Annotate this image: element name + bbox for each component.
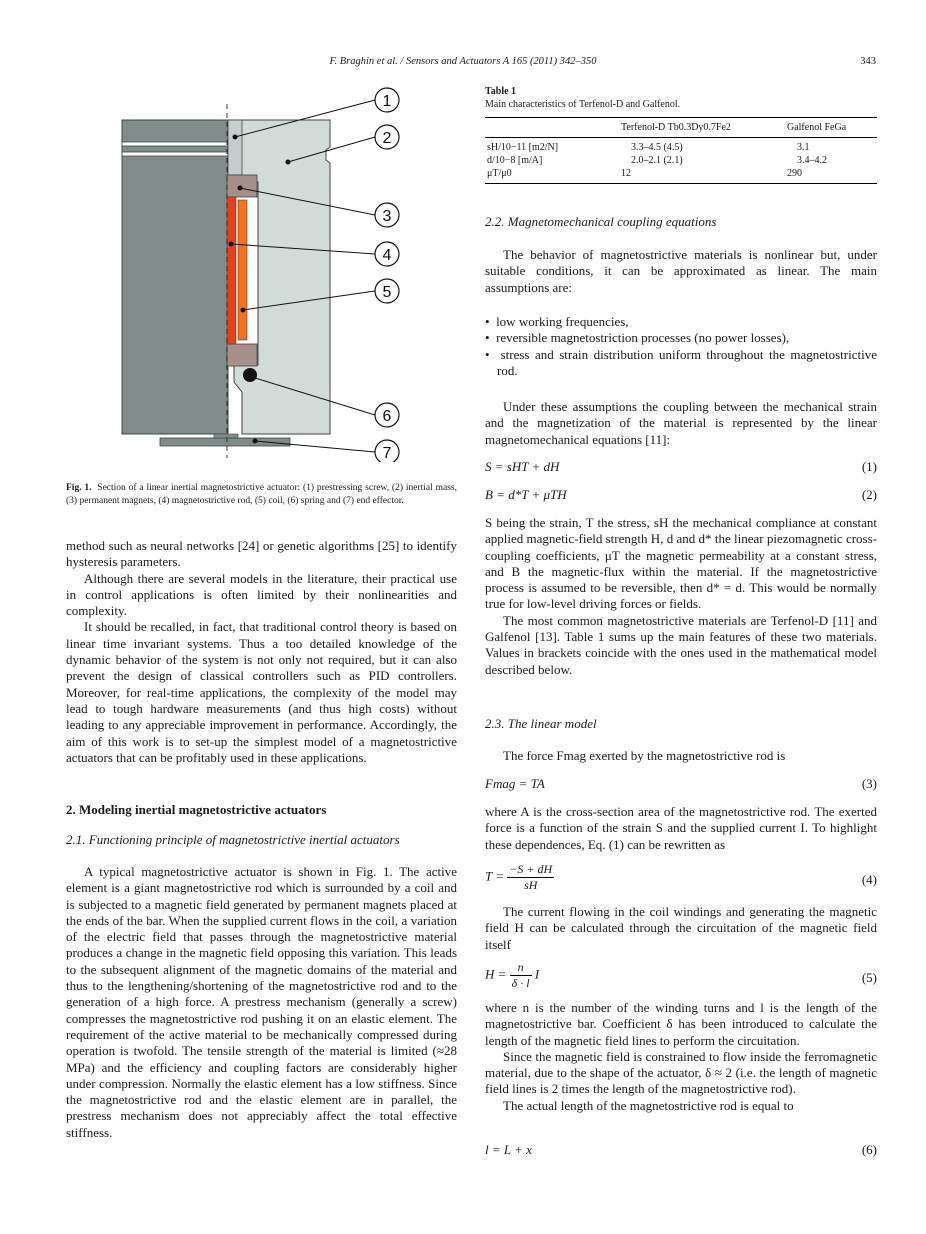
right-column-text — [485, 515, 877, 678]
equation: l = L + x — [485, 1142, 532, 1157]
housing-body — [122, 120, 228, 434]
section-heading: 2. Modeling inertial magnetostrictive actuators — [66, 802, 327, 817]
fraction — [507, 862, 554, 893]
table-caption — [485, 85, 877, 111]
list-item: • stress and strain distribution uniform throughout the magnetostrictive rod. — [485, 346, 877, 378]
table-cell: 3.3–4.5 (4.5) — [631, 142, 683, 153]
table-cell: 3.1 — [796, 142, 810, 153]
table-cell: sH/10−11 [m2/N] — [487, 142, 559, 153]
paragraph: where A is the cross-section area of the magnetostrictive rod. The exerted force is a function of the strain S and the supplied current I. To highlight these dependences, Eq. (1) can be rewritten as — [485, 804, 877, 852]
table-header: Galfenol FeGa — [785, 118, 877, 138]
equation-5 — [485, 960, 877, 991]
callout-7: 7 — [382, 445, 392, 462]
equation-lhs: H = — [485, 966, 507, 982]
callout-5: 5 — [382, 284, 392, 301]
journal-reference: F. Braghin et al. / Sensors and Actuators A 165 (2011) 342–350 — [329, 56, 597, 67]
equation-rhs: I — [534, 966, 540, 982]
equation-3 — [485, 776, 877, 792]
table-cell: d/10−8 [m/A] — [487, 155, 543, 166]
equation-2 — [485, 487, 877, 503]
left-column-text-2 — [66, 864, 457, 1141]
list-item: • low working frequencies, — [485, 314, 629, 329]
callout-1: 1 — [382, 93, 392, 110]
subsection-heading: 2.2. Magnetomechanical coupling equations — [485, 214, 717, 229]
paragraph: Since the magnetic field is constrained to flow inside the ferromagnetic material, due to the shape of the actuator, δ ≈ 2 (i.e. the length of magnetic field lines is 2 times the length of the magnetostrictive rod). — [485, 1048, 877, 1097]
table-label: Table 1 — [485, 86, 517, 97]
table-cell: μT/μ0 — [485, 167, 619, 184]
table-cell: 3.4–4.2 — [796, 155, 827, 166]
table-header — [485, 118, 619, 138]
table-title: Main characteristics of Terfenol-D and Galfenol. — [485, 99, 681, 110]
subsection-heading: 2.3. The linear model — [485, 716, 597, 731]
permanent-magnet-bottom — [227, 344, 257, 366]
assumption-list — [485, 314, 877, 379]
equation-lhs: T = — [485, 868, 505, 884]
table-header: Terfenol-D Tb0.3Dy0.7Fe2 — [619, 118, 785, 138]
fraction — [510, 960, 532, 991]
equation-number: (6) — [861, 1142, 877, 1157]
right-column-text — [485, 748, 877, 764]
permanent-magnet-top — [227, 175, 257, 197]
paragraph: The current flowing in the coil windings and generating the magnetic field H can be calculated through the circuitation of the magnetic field itself — [485, 904, 877, 952]
paragraph: where n is the number of the winding turns and l is the length of the magnetostrictive bar. Coefficient δ has been introduced to calculate the length of the magnetic field lines to perform the circuitation. — [485, 1000, 877, 1048]
end-effector-stem — [214, 434, 238, 438]
table-cell: 290 — [785, 167, 877, 184]
paragraph: method such as neural networks [24] or genetic algorithms [25] to identify hysteresis parameters. — [66, 538, 457, 570]
paragraph: The actual length of the magnetostrictive rod is equal to — [503, 1097, 794, 1113]
equation-number: (4) — [861, 872, 877, 887]
paragraph: A typical magnetostrictive actuator is shown in Fig. 1. The active element is a giant magnetostrictive rod which is surrounded by a coil and is subjected to a magnetic field generated by permanent magnets placed at the ends of the bar. When the supplied current flows in the coil, a variation of the electric field that passes through the magnetostrictive material produces a change in the magnetic field opposing this variation. This leads to the subsequent alignment of the magnetic domains of the material and thus to the lengthening/shortening of the magnetostrictive rod and to the generation of a high force. A prestress mechanism (generally a screw) compresses the magnetostrictive rod pushing it on an elastic element. The requirement of the active material to be mechanically compressed during operation is twofold. The tensile strength of the material is limited (≈28 MPa) and the efficiency and coupling factors are considerably higher under compression. Normally the elastic element has a low stiffness. Since the magnetostrictive rod and the elastic element are in parallel, the prestress mechanism does not appreciably affect the total effective stiffness. — [66, 864, 457, 1140]
table-cell: 2.0–2.1 (2.1) — [631, 155, 683, 166]
paragraph: Although there are several models in the literature, their practical use in control applications is often limited by their nonlinearities and complexity. — [66, 570, 457, 619]
denominator: sH — [524, 878, 538, 892]
equation-6 — [485, 1142, 877, 1158]
subsection-heading: 2.1. Functioning principle of magnetostrictive inertial actuators — [66, 832, 400, 847]
table-cell: 12 — [619, 167, 785, 184]
table-1 — [485, 117, 877, 184]
list-item: • reversible magnetostriction processes (no power losses), — [485, 330, 790, 346]
equation: S = sHT + dH — [485, 459, 560, 474]
equation-number: (3) — [861, 776, 877, 791]
equation: Fmag = TA — [485, 776, 545, 791]
right-column-text — [485, 904, 877, 953]
paragraph: Under these assumptions the coupling between the mechanical strain and the magnetization of the material is represented by the linear magnetomechanical equations [11]: — [485, 399, 877, 447]
callout-2: 2 — [382, 130, 392, 147]
paragraph: The behavior of magnetostrictive materials is nonlinear but, under suitable conditions, it can be approximated as linear. The main assumptions are: — [485, 247, 877, 295]
numerator: −S + dH — [509, 862, 553, 876]
callout-6: 6 — [382, 408, 392, 425]
numerator: n — [510, 960, 532, 976]
table-row — [485, 167, 877, 184]
left-column-text — [66, 538, 457, 766]
right-column-text — [485, 1000, 877, 1114]
denominator: δ · l — [511, 976, 530, 990]
caption-text: Section of a linear inertial magnetostrictive actuator: (1) prestressing screw, (2) inertial mass, (3) permanent magnets, (4) magnetostrictive rod, (5) coil, (6) spring and (7) end effector. — [66, 483, 457, 506]
paragraph: S being the strain, T the stress, sH the mechanical compliance at constant applied magnetic-field strength H, d and d* the linear piezomagnetic cross-coupling coefficients, μT the magnetic permeability at a constant stress, and B the magnetic-flux within the material. If the magnetostrictive process is assumed to be reversible, then d* = d. This would be normally true for low-level driving forces or fields. — [485, 515, 877, 612]
caption-label: Fig. 1. — [66, 483, 92, 493]
housing-groove — [122, 142, 228, 146]
page-number: 343 — [860, 56, 876, 67]
prestressing-screw — [228, 120, 242, 175]
spring — [243, 368, 257, 382]
equation-number: (2) — [861, 487, 877, 502]
equation-4 — [485, 862, 877, 893]
paragraph: The force Fmag exerted by the magnetostrictive rod is — [503, 748, 786, 763]
magnetostrictive-rod — [227, 197, 236, 344]
callout-3: 3 — [382, 208, 392, 225]
housing-groove — [122, 152, 228, 156]
equation-number: (1) — [861, 459, 877, 474]
right-column-text — [485, 804, 877, 853]
equation-1 — [485, 459, 877, 475]
paragraph: The most common magnetostrictive materials are Terfenol-D [11] and Galfenol [13]. Table 1 sums up the main features of these two materials. Values in brackets coincide with the ones used in the mathematical model described below. — [485, 612, 877, 677]
paragraph: It should be recalled, in fact, that traditional control theory is based on linear time invariant systems. Thus a too detailed knowledge of the dynamic behavior of the system is not only not required, but it can also prevent the design of classical controllers such as PID controllers. Moreover, for real-time applications, the complexity of the model may lead to tough hardware measurements (and thus high costs) without leading to any appreciable improvement in performance. Accordingly, the aim of this work is to set-up the simplest model of a magnetostrictive actuators that can be profitably used in these applications. — [66, 619, 457, 765]
table-row — [485, 154, 877, 167]
coil — [238, 200, 247, 340]
right-column-text — [485, 247, 877, 296]
right-column-text — [485, 399, 877, 448]
figure-caption — [66, 482, 457, 508]
equation: B = d*T + μTH — [485, 487, 567, 502]
actuator-section-figure — [110, 82, 410, 462]
equation-number: (5) — [861, 970, 877, 985]
table-row — [485, 138, 877, 155]
callout-4: 4 — [382, 247, 392, 264]
